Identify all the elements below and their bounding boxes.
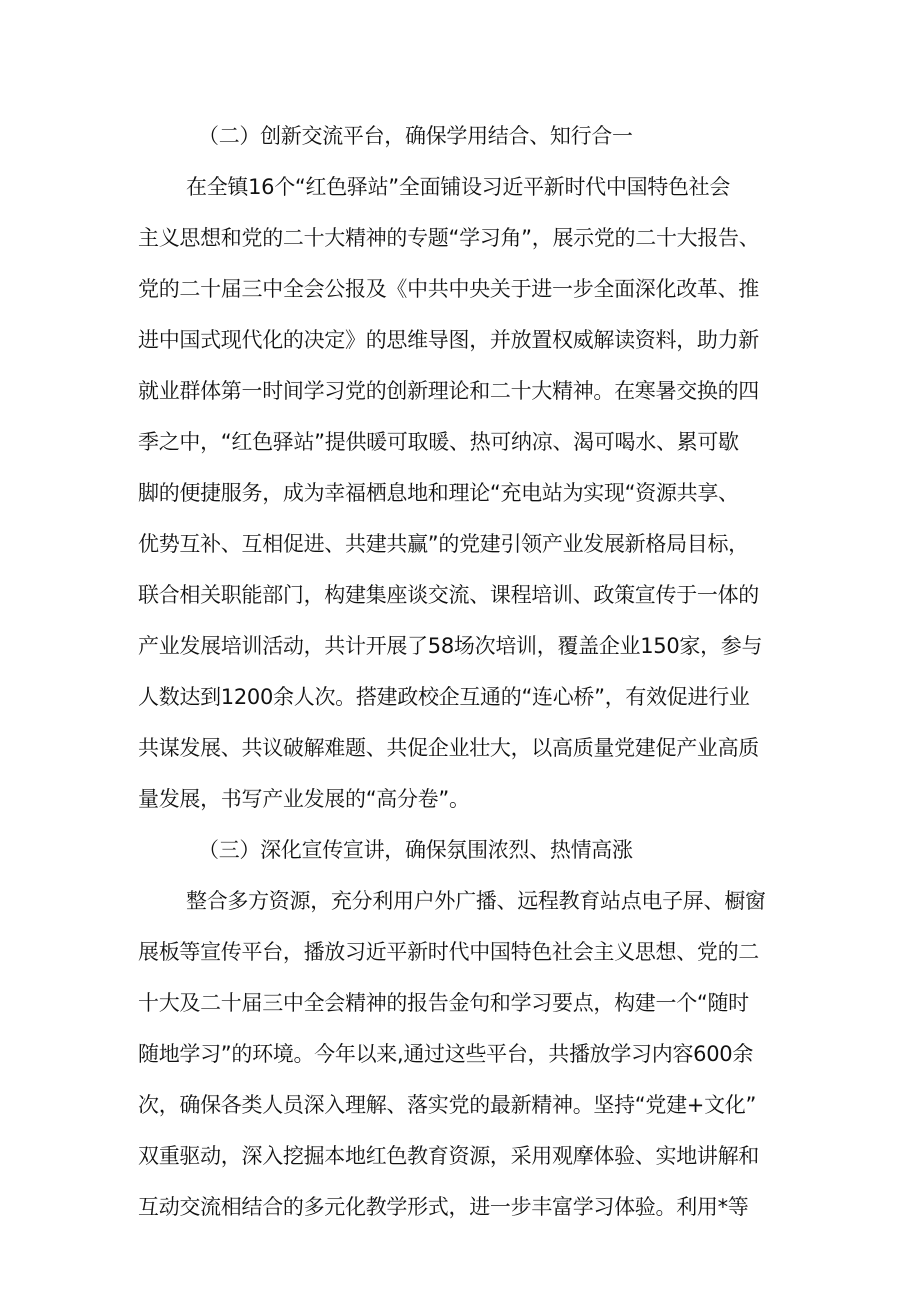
section-two-line-12: 共谋发展、共议破解难题、共促企业壮大，以高质量党建促产业高质 bbox=[138, 736, 759, 760]
section-two-heading: （二）创新交流平台，确保学用结合、知行合一 bbox=[198, 124, 633, 148]
section-three-line-2: 展板等宣传平台，播放习近平新时代中国特色社会主义思想、党的二 bbox=[138, 940, 759, 964]
section-two-line-10: 产业发展培训活动，共计开展了58场次培训，覆盖企业150家，参与 bbox=[138, 634, 763, 658]
section-two-line-8: 优势互补、互相促进、共建共赢”的党建引领产业发展新格局目标， bbox=[138, 532, 749, 556]
section-two-line-11: 人数达到1200余人次。搭建政校企互通的“连心桥”，有效促进行业 bbox=[138, 685, 750, 709]
section-three-line-7: 互动交流相结合的多元化教学形式，进一步丰富学习体验。利用*等 bbox=[138, 1195, 749, 1219]
section-two-line-6: 季之中，“红色驿站”提供暖可取暖、热可纳凉、渴可喝水、累可歇 bbox=[138, 430, 739, 454]
section-two-line-5: 就业群体第一时间学习党的创新理论和二十大精神。在寒暑交换的四 bbox=[138, 379, 759, 403]
section-two-line-7: 脚的便捷服务，成为幸福栖息地和理论“充电站为实现“资源共享、 bbox=[138, 481, 739, 505]
section-three-line-3: 十大及二十届三中全会精神的报告金句和学习要点，构建一个“随时 bbox=[138, 991, 749, 1015]
section-three-line-1: 整合多方资源，充分利用户外广播、远程教育站点电子屏、橱窗 bbox=[186, 889, 766, 913]
section-three-line-6: 双重驱动，深入挖掘本地红色教育资源，采用观摩体验、实地讲解和 bbox=[138, 1144, 759, 1168]
section-three-heading: （三）深化宣传宣讲，确保氛围浓烈、热情高涨 bbox=[198, 838, 633, 862]
section-two-line-9: 联合相关职能部门，构建集座谈交流、课程培训、政策宣传于一体的 bbox=[138, 583, 759, 607]
section-two-line-4: 进中国式现代化的决定》的思维导图，并放置权威解读资料，助力新 bbox=[138, 328, 759, 352]
section-two-line-2: 主义思想和党的二十大精神的专题“学习角”，展示党的二十大报告、 bbox=[138, 226, 760, 250]
section-three-line-4: 随地学习”的环境。今年以来,通过这些平台，共播放学习内容600余 bbox=[138, 1042, 754, 1066]
section-two-line-13: 量发展，书写产业发展的“高分卷”。 bbox=[138, 787, 470, 811]
section-three-line-5: 次，确保各类人员深入理解、落实党的最新精神。坚持“党建+文化” bbox=[138, 1093, 757, 1117]
section-two-line-1: 在全镇16个“红色驿站”全面铺设习近平新时代中国特色社会 bbox=[186, 175, 731, 199]
section-two-line-3: 党的二十届三中全会公报及《中共中央关于进一步全面深化改革、推 bbox=[138, 277, 759, 301]
